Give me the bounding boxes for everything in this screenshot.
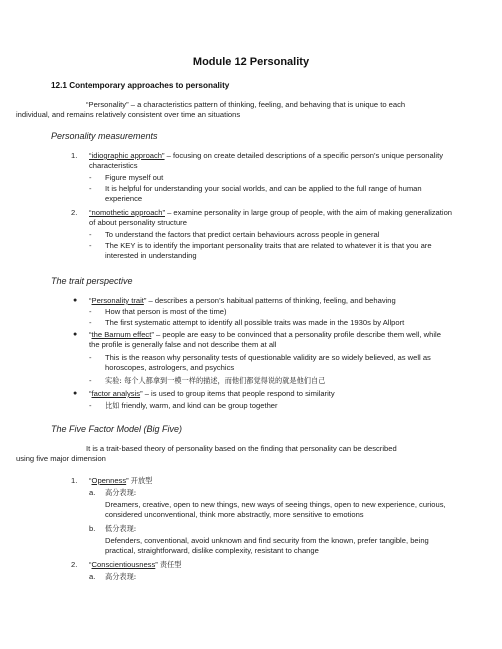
term-idiographic: “idiographic approach” [89, 151, 165, 160]
sub-item-high [89, 488, 449, 498]
bullet-item-factor-analysis [73, 389, 453, 399]
dash-marker: - [89, 401, 92, 410]
sub-label: 高分表现: [105, 488, 137, 497]
dash-item [89, 318, 449, 328]
list-number: 2. [71, 208, 78, 217]
dash-item [89, 173, 449, 183]
ffm-line-1: It is a trait-based theory of personality based on the finding that personality can be described [86, 444, 397, 453]
heading-trait-perspective: The trait perspective [51, 276, 133, 286]
dash-item [89, 353, 449, 374]
section-heading: 12.1 Contemporary approaches to personality [51, 81, 230, 90]
dash-item [89, 184, 449, 205]
quote-open: “ [89, 560, 92, 569]
dash-marker: - [89, 376, 92, 385]
quote-close: ” [155, 560, 160, 569]
intro-paragraph [16, 100, 471, 121]
list-text-rest: – focusing on create detailed descriptions of a specific person’s unique personality characteristics [89, 151, 444, 171]
dash-marker: - [89, 307, 92, 316]
sub-description: Dreamers, creative, open to new things, new ways of seeing things, open to new experience, curious, considered unconventional, think more abstractly, more sensitive to emotions [105, 500, 446, 520]
chinese-label: 开放型 [130, 476, 153, 485]
heading-personality-measurements: Personality measurements [51, 131, 158, 141]
list-text [89, 560, 453, 570]
bullet-text [89, 330, 453, 351]
sub-marker: a. [89, 488, 96, 497]
term-personality-trait: Personality trait [91, 296, 144, 305]
sub-marker: a. [89, 572, 96, 581]
term-factor-analysis: factor analysis [91, 389, 141, 398]
bullet-icon: ● [73, 331, 78, 338]
dash-text: The first systematic attempt to identify all possible traits was made in the 1930s by Allport [105, 318, 405, 327]
list-text-rest: – examine personality in large group of people, with the aim of making generalization of about personality structure [89, 208, 453, 228]
sub-description: Defenders, conventional, avoid unknown and find security from the known, prefer tangible, being practical, straightforward, dislike complexity, resistant to change [105, 536, 429, 556]
dash-marker: - [89, 353, 92, 362]
quote-open: “ [89, 330, 92, 339]
bullet-text-rest: ” – people are easy to be convinced that a personality profile describe them well, while the profile is generally false and not describe them at all [89, 330, 441, 350]
quote-open: “ [89, 476, 92, 485]
dash-item [89, 401, 449, 411]
list-text [89, 208, 453, 229]
dash-marker: - [89, 318, 92, 327]
dash-marker: - [89, 184, 92, 193]
list-item-openness [73, 476, 453, 486]
intro-line-2: individual, and remains relatively consistent over time an situations [16, 110, 241, 120]
dash-text: To understand the factors that predict certain behaviours across people in general [105, 230, 380, 239]
ffm-paragraph [16, 444, 471, 465]
list-number: 1. [71, 476, 78, 485]
dash-marker: - [89, 241, 92, 250]
list-number: 2. [71, 560, 78, 569]
dash-text: The KEY is to identify the important personality traits that are related to whatever it is that you are interested in understanding [105, 241, 432, 261]
page-title: Module 12 Personality [192, 56, 310, 68]
term-openness: Openness [91, 476, 127, 485]
list-text [89, 151, 453, 172]
dash-item [89, 230, 449, 240]
sub-item-low [89, 524, 449, 534]
dash-text-rest: friendly, warm, and kind can be group together [119, 401, 278, 410]
bullet-text [89, 389, 453, 399]
bullet-text [89, 296, 453, 306]
bullet-icon: ● [73, 390, 78, 397]
dash-text: This is the reason why personality tests of questionable validity are so widely believed, as well as horoscopes, astrologers, and psychics [105, 353, 431, 373]
dash-item [89, 307, 449, 317]
quote-close: ” [126, 476, 131, 485]
dash-item [89, 376, 449, 386]
dash-marker: - [89, 173, 92, 182]
dash-item [89, 241, 449, 262]
list-item-idiographic [73, 151, 453, 172]
heading-five-factor-model: The Five Factor Model (Big Five) [51, 424, 183, 434]
list-number: 1. [71, 151, 78, 160]
bullet-item-personality-trait [73, 296, 453, 306]
sub-marker: b. [89, 524, 96, 533]
dash-marker: - [89, 230, 92, 239]
term-conscientiousness: Conscientiousness [91, 560, 156, 569]
sub-label: 低分表现: [105, 524, 137, 533]
ffm-line-2: using five major dimension [16, 454, 106, 464]
bullet-item-barnum-effect [73, 330, 453, 351]
sub-label: 高分表现: [105, 572, 137, 581]
term-nomothetic: “nomothetic approach” [89, 208, 165, 217]
bullet-icon: ● [73, 297, 78, 304]
list-item-conscientiousness [73, 560, 453, 570]
dash-text: It is helpful for understanding your social worlds, and can be applied to the full range of human experience [105, 184, 422, 204]
chinese-prefix: 比如 [105, 401, 120, 410]
dash-text-chinese: 实验: 每个人都拿到一模一样的描述，而他们都觉得说的就是他们自己 [105, 376, 326, 385]
list-item-nomothetic [73, 208, 453, 229]
term-barnum-effect: the Barnum effect [91, 330, 152, 339]
quote-open: “ [89, 296, 92, 305]
sub-item-high [89, 572, 449, 582]
dash-text: Figure myself out [105, 173, 164, 182]
dash-text [105, 401, 449, 411]
dash-text: How that person is most of the time) [105, 307, 227, 316]
intro-line-1: “Personality” – a characteristics pattern of thinking, feeling, and behaving that is unique to each [86, 100, 406, 109]
list-text [89, 476, 453, 486]
quote-open: “ [89, 389, 92, 398]
chinese-label: 责任型 [159, 560, 182, 569]
bullet-text-rest: ” – describes a person’s habitual patterns of thinking, feeling, and behaving [143, 296, 396, 305]
bullet-text-rest: ” – is used to group items that people respond to similarity [140, 389, 335, 398]
